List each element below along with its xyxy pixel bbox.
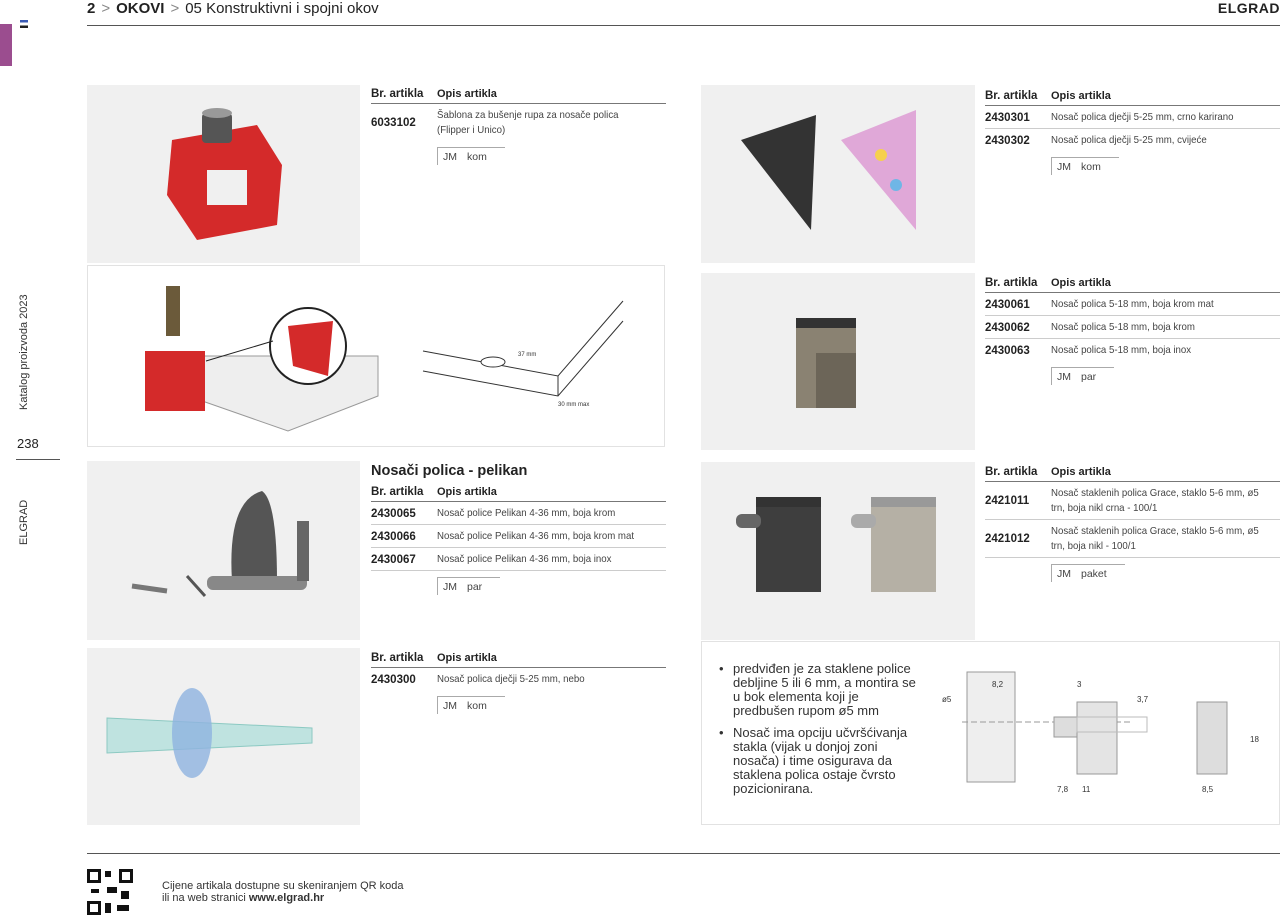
bullet-item: • predviđen je za staklene police debljine 5 ili 6 mm, a montira se u bok elementa koji je predbušen rupom ø5 mm (717, 662, 917, 718)
page-divider (16, 459, 60, 460)
footer-divider (87, 853, 1280, 854)
unit-box: JM kom (437, 696, 505, 714)
col-desc: Opis artikla (437, 88, 497, 100)
table-row: 2430061 Nosač polica 5-18 mm, boja krom mat (985, 293, 1280, 316)
product-image-sablona (87, 85, 360, 263)
table-row: 2421011 Nosač staklenih polica Grace, staklo 5-6 mm, ø5 trn, boja nikl crna - 100/1 (985, 482, 1280, 520)
unit-box: JM par (437, 577, 500, 595)
unit-box: JM par (1051, 367, 1114, 385)
unit-box: JM kom (1051, 157, 1119, 175)
dim-label: 37 mm (518, 352, 537, 358)
svg-text:8,5: 8,5 (1202, 785, 1214, 794)
svg-text:3,7: 3,7 (1137, 695, 1149, 704)
chapter-tab (0, 24, 12, 66)
table-row: 2430301 Nosač polica dječji 5-25 mm, crno karirano (985, 106, 1280, 129)
table-krom: Br. artikla Opis artikla 2430061 Nosač polica 5-18 mm, boja krom mat 2430062 Nosač polica 5-18 mm, boja krom 2430063 Nosač polica 5-18 mm, boja inox JM par (985, 277, 1280, 385)
qr-code[interactable] (85, 867, 135, 917)
svg-text:7,8: 7,8 (1057, 785, 1069, 794)
header-divider (87, 25, 1280, 26)
table-pelikan: Br. artikla Opis artikla 2430065 Nosač police Pelikan 4-36 mm, boja krom 2430066 Nosač police Pelikan 4-36 mm, boja krom mat 2430067 Nosač police Pelikan 4-36 mm, boja inox JM par (371, 486, 666, 595)
brand-header: ELGRAD (1217, 0, 1280, 16)
product-image-pelikan (87, 461, 360, 640)
section-title-pelikan: Nosači polica - pelikan (371, 463, 528, 479)
table-sablona (371, 88, 666, 165)
breadcrumb: 2 > OKOVI > 05 Konstruktivni i spojni okov (87, 0, 379, 17)
unit-box: JM kom (437, 147, 505, 165)
table-djecji: Br. artikla Opis artikla 2430301 Nosač polica dječji 5-25 mm, crno karirano 2430302 Nosač polica dječji 5-25 mm, cvijeće JM kom (985, 90, 1280, 175)
crumb-chapter[interactable]: 2 (87, 0, 96, 17)
crumb-subnum: 05 (185, 0, 202, 17)
table-row: 2430065 Nosač police Pelikan 4-36 mm, boja krom (371, 502, 666, 525)
table-row: 2430066 Nosač police Pelikan 4-36 mm, boja krom mat (371, 525, 666, 548)
table-row: 2430302 Nosač polica dječji 5-25 mm, cvijeće (985, 134, 1207, 147)
brand-side: ELGRAD (18, 499, 30, 545)
dim-label: 30 mm max (558, 402, 590, 408)
drilling-diagram (87, 265, 665, 447)
svg-text:11: 11 (1082, 785, 1091, 794)
table-row: 2421012 Nosač staklenih polica Grace, staklo 5-6 mm, ø5 trn, boja nikl - 100/1 (985, 520, 1280, 558)
catalog-label: Katalog proizvoda 2023 (18, 294, 30, 410)
col-code: Br. artikla (371, 88, 424, 100)
svg-text:18: 18 (1250, 735, 1259, 744)
crumb-section[interactable]: OKOVI (116, 0, 165, 17)
flag-icon (20, 20, 28, 28)
product-image-krom (701, 273, 975, 450)
crumb-subtitle[interactable]: Konstruktivni i spojni okov (206, 0, 379, 17)
svg-text:8,2: 8,2 (992, 680, 1004, 689)
item-code: 6033102 (371, 117, 416, 129)
grace-bullets (717, 662, 917, 804)
unit-box: JM paket (1051, 564, 1125, 582)
table-nebo: Br. artikla Opis artikla 2430300 Nosač polica dječji 5-25 mm, nebo JM kom (371, 652, 666, 714)
table-row: 2430062 Nosač polica 5-18 mm, boja krom (985, 316, 1280, 339)
product-image-nebo (87, 648, 360, 825)
svg-text:ø5: ø5 (942, 695, 952, 704)
grace-info-panel (701, 641, 1280, 825)
footer-text: Cijene artikala dostupne su skeniranjem QR koda ili na web stranici www.elgrad.hr (162, 880, 404, 904)
table-row (371, 104, 666, 141)
grace-dimension-drawing (932, 662, 1272, 802)
table-row: 2430300 Nosač polica dječji 5-25 mm, nebo (371, 673, 585, 686)
page-number: 238 (17, 436, 39, 451)
product-image-grace (701, 462, 975, 640)
table-row: 2430067 Nosač police Pelikan 4-36 mm, boja inox (371, 548, 666, 571)
product-image-djecji (701, 85, 975, 263)
website-link[interactable]: www.elgrad.hr (248, 892, 325, 904)
bullet-item: • Nosač ima opciju učvršćivanja stakla (vijak u donjoj zoni nosača) i time osigurava da staklena polica ostaje čvrsto pozicionirana. (717, 726, 917, 796)
svg-text:3: 3 (1077, 680, 1082, 689)
item-desc: Šablona za bušenje rupa za nosače polica (Flipper i Unico) (437, 109, 619, 136)
table-grace: Br. artikla Opis artikla 2421011 Nosač staklenih polica Grace, staklo 5-6 mm, ø5 trn, boja nikl crna - 100/1 2421012 Nosač staklenih polica Grace, staklo 5-6 mm, ø5 trn, boja nikl - 100/1 JM paket (985, 466, 1280, 582)
table-row: 2430063 Nosač polica 5-18 mm, boja inox (985, 344, 1192, 357)
